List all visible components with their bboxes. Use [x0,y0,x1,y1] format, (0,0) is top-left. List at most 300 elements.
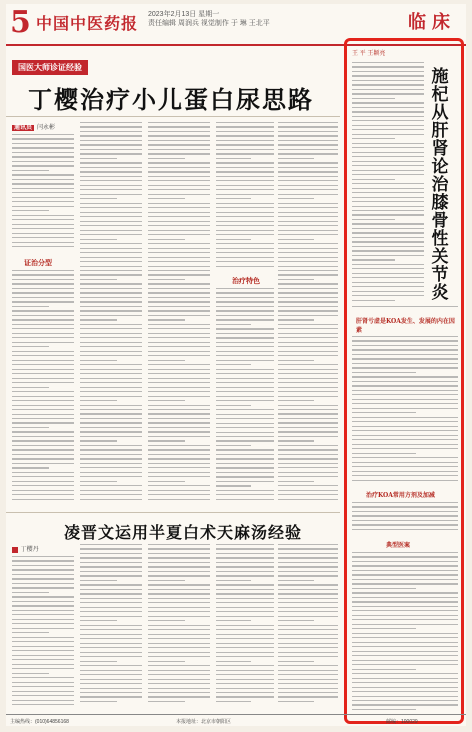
text-line [216,328,274,329]
text-line [80,458,142,459]
text-line [12,174,74,175]
text-line [80,476,142,477]
text-line [278,180,338,181]
text-line [216,643,274,644]
text-line [278,257,338,258]
text-line [278,683,338,684]
text-line [148,239,185,240]
text-line [12,472,74,473]
text-line [216,171,274,172]
text-line [278,616,338,617]
text-line [12,499,74,500]
text-line [148,571,210,572]
text-line [216,652,274,653]
text-line [12,324,74,325]
text-line [216,306,274,307]
text-line [148,378,210,379]
text-line [278,436,338,437]
text-line [352,84,424,85]
text-line [216,346,274,347]
text-line [216,409,274,410]
text-line [278,225,338,226]
text-line [278,611,338,612]
text-line [352,385,458,386]
section-title: 临床 [408,12,456,33]
text-line [80,373,142,374]
text-line [278,656,338,657]
text-line [216,544,274,545]
text-line [352,250,424,251]
text-line [278,440,314,441]
text-line [278,306,338,307]
text-line [278,153,338,154]
text-line [148,598,210,599]
text-line [80,337,142,338]
text-line [278,405,338,406]
text-line [80,647,142,648]
text-line [216,490,274,491]
text-line [216,607,274,608]
text-line [148,140,210,141]
text-line [352,219,395,220]
text-line [12,481,74,482]
text-line [80,683,142,684]
text-line [278,701,314,702]
rule-2 [6,512,340,513]
text-line [216,679,274,680]
text-line [80,674,142,675]
text-line [216,378,274,379]
text-line [12,436,74,437]
text-line [12,165,74,166]
text-line [216,221,274,222]
text-line [352,210,424,211]
text-line [148,167,210,168]
text-line [352,282,424,283]
text-line [80,225,142,226]
text-line [12,641,74,642]
text-line [148,616,210,617]
text-line [12,328,74,329]
text-line [80,315,142,316]
text-line [80,301,142,302]
text-line [216,620,251,621]
text-line [278,602,338,603]
text-line [12,458,74,459]
text-line [80,126,142,127]
text-line [12,463,74,464]
text-line [216,418,274,419]
text-line [148,310,210,311]
text-line [352,457,458,458]
text-line [278,221,338,222]
text-line [278,185,338,186]
text-line [352,480,458,481]
text-line [352,471,458,472]
text-col-4a [216,122,274,272]
text-line [148,661,185,662]
text-line [352,655,458,656]
text-line [12,605,74,606]
text-line [80,382,142,383]
text-line [278,167,338,168]
text-line [278,625,338,626]
text-line [148,490,210,491]
text-line [12,297,74,298]
text-line [216,629,274,630]
text-line [12,210,49,211]
text-line [80,400,117,401]
text-line [216,436,274,437]
text-line [216,248,274,249]
text-line [352,704,458,705]
text-line [80,346,142,347]
text-line [278,629,338,630]
text-line [216,584,274,585]
text-line [352,161,424,162]
column-tag: 国医大师诊证经验 [12,60,88,75]
text-line [278,149,338,150]
text-line [80,589,142,590]
footer-hotline: 主编热线：(010)64856168 [10,719,69,725]
text2-col-1 [12,556,74,710]
text-line [216,337,274,338]
text-line [148,144,210,145]
text-line [80,548,142,549]
text-line [148,351,210,352]
text-line [80,279,117,280]
text-line [352,615,458,616]
text-line [12,310,74,311]
text-line [80,144,142,145]
text-line [216,212,274,213]
text-line [148,319,185,320]
rule [6,116,340,117]
text-line [148,180,210,181]
text-line [216,364,251,365]
text-line [216,207,274,208]
text-line [80,544,142,545]
text-line [12,587,74,588]
right-text-1b [352,306,458,312]
text-line [12,156,74,157]
text-line [216,257,274,258]
text-line [278,239,314,240]
text-line [148,634,210,635]
text-line [80,696,142,697]
text-line [80,616,142,617]
text-line [352,295,424,296]
text-line [148,216,210,217]
text-line [352,116,424,117]
text-line [148,203,210,204]
text-col-3 [148,122,210,506]
text-line [12,364,74,365]
text-line [278,463,338,464]
text-line [216,355,274,356]
text-line [278,476,338,477]
right-subhead-3: 典型医案 [386,542,411,549]
text-line [12,224,74,225]
text-line [80,440,117,441]
text-col-2 [80,122,142,506]
text-line [148,360,185,361]
text-line [278,499,338,500]
text-line [12,637,74,638]
text-line [148,198,185,199]
text-line [352,502,458,503]
text-line [352,107,424,108]
text-line [216,189,274,190]
text-line [352,98,395,99]
text-line [216,382,274,383]
text-line [216,400,274,401]
text-line [352,125,424,126]
text-line [278,494,338,495]
text-line [148,629,210,630]
text-line [80,580,117,581]
text-line [216,683,274,684]
text-line [352,66,424,67]
text-line [148,153,210,154]
text-line [80,467,142,468]
text-line [12,695,74,696]
text-line [278,369,338,370]
text-line [216,557,274,558]
text-line [352,506,458,507]
text-line [148,463,210,464]
text-line [148,562,210,563]
text-line [148,544,210,545]
text-line [352,179,395,180]
text-line [80,427,142,428]
text-line [216,423,274,424]
text-line [278,422,338,423]
text-line [12,668,74,669]
text-line [148,135,210,136]
text-line [80,566,142,567]
text-line [12,664,74,665]
text-line [12,197,74,198]
text-line [80,553,142,554]
text-line [80,333,142,334]
text-line [148,221,210,222]
text-line [278,696,338,697]
text-line [12,476,74,477]
text-line [278,135,338,136]
text-line [352,206,424,207]
text-line [278,364,338,365]
text-line [148,409,210,410]
text-line [278,391,338,392]
text-line [216,661,251,662]
text-line [216,216,274,217]
newspaper-page [6,4,466,726]
text-line [216,598,274,599]
text-line [12,578,74,579]
text-line [216,481,274,482]
text-line [216,310,274,311]
text-line [148,171,210,172]
text-line [148,625,210,626]
text-line [278,198,314,199]
text-line [352,633,458,634]
text-line [80,283,142,284]
text-line [352,255,424,256]
text-line [80,239,117,240]
text-line [80,625,142,626]
text-line [216,458,274,459]
text-line [216,266,274,267]
text-line [278,212,338,213]
text-col-5 [278,122,338,506]
article2-headline: 凌晋文运用半夏白术天麻汤经验 [64,523,303,542]
text-line [12,183,74,184]
text-line [278,324,338,325]
text-line [148,548,210,549]
text-line [278,288,338,289]
text-line [216,369,274,370]
text-line [352,147,424,148]
text-line [278,360,314,361]
text-line [80,122,142,123]
text-line [216,140,274,141]
text-line [12,490,74,491]
text-line [148,382,210,383]
text-line [80,463,142,464]
text-line [80,431,142,432]
text-line [148,499,210,500]
right-text-1 [352,62,424,306]
text-line [278,131,338,132]
text-line [148,301,210,302]
text-line [80,360,117,361]
text-line [148,656,210,657]
text-line [12,704,74,705]
text-line [80,207,142,208]
text-line [352,354,458,355]
text-line [216,360,274,361]
text-line [148,212,210,213]
text-line [148,679,210,680]
page-number: 5 [10,5,31,40]
text-line [80,634,142,635]
text-line [80,243,142,244]
text-line [278,140,338,141]
text-line [148,589,210,590]
text-line [148,440,185,441]
text-line [148,234,210,235]
text-line [12,355,74,356]
text-line [278,661,314,662]
right-byline: 王 平 王颖亮 [352,51,386,57]
text-line [80,131,142,132]
text-line [352,565,458,566]
text-line [148,328,210,329]
text-line [278,692,338,693]
text-line [278,315,338,316]
text-line [216,252,274,253]
text-line [12,686,74,687]
text-line [12,601,74,602]
footer-address: 本报地址：北京市朝阳区 [176,719,232,725]
text-line [278,176,338,177]
text-line [352,529,458,530]
text-line [278,593,338,594]
text-line [80,306,142,307]
text-line [12,445,74,446]
text-line [148,670,210,671]
text-line [148,611,210,612]
text-line [80,485,142,486]
text-line [352,403,458,404]
text-line [12,646,74,647]
text-line [12,574,74,575]
text-line [216,122,274,123]
text-line [148,257,210,258]
text-line [12,467,49,468]
text-line [352,601,458,602]
text-line [352,372,416,373]
text-line [216,158,251,159]
text-line [80,162,142,163]
text-line [80,629,142,630]
text-line [352,143,424,144]
text-line [148,427,210,428]
text-line [352,349,458,350]
text-line [148,422,210,423]
text-line [12,632,49,633]
text-line [216,553,274,554]
text-line [80,701,117,702]
text-line [278,584,338,585]
text-line [12,431,74,432]
text-line [80,679,142,680]
text-line [80,602,142,603]
text-line [352,691,458,692]
text-line [278,203,338,204]
text-line [148,683,210,684]
text-line [278,427,338,428]
text-line [80,234,142,235]
text-line [80,288,142,289]
text-line [80,158,117,159]
text-line [216,297,274,298]
text-line [80,266,142,267]
text-line [12,188,74,189]
text-line [278,598,338,599]
text-line [80,688,142,689]
text-line [278,342,338,343]
byline-label: 通讯员 [14,125,33,131]
text-line [278,481,314,482]
text-line [148,355,210,356]
text-line [148,292,210,293]
text-line [278,674,338,675]
text-line [278,234,338,235]
text-line [216,634,274,635]
text-line [352,134,424,135]
text-line [278,346,338,347]
text-line [80,167,142,168]
text-line [80,584,142,585]
text-line [80,391,142,392]
text-line [80,248,142,249]
text-line [278,144,338,145]
text-line [12,319,74,320]
text-line [12,565,74,566]
text-line [148,185,210,186]
